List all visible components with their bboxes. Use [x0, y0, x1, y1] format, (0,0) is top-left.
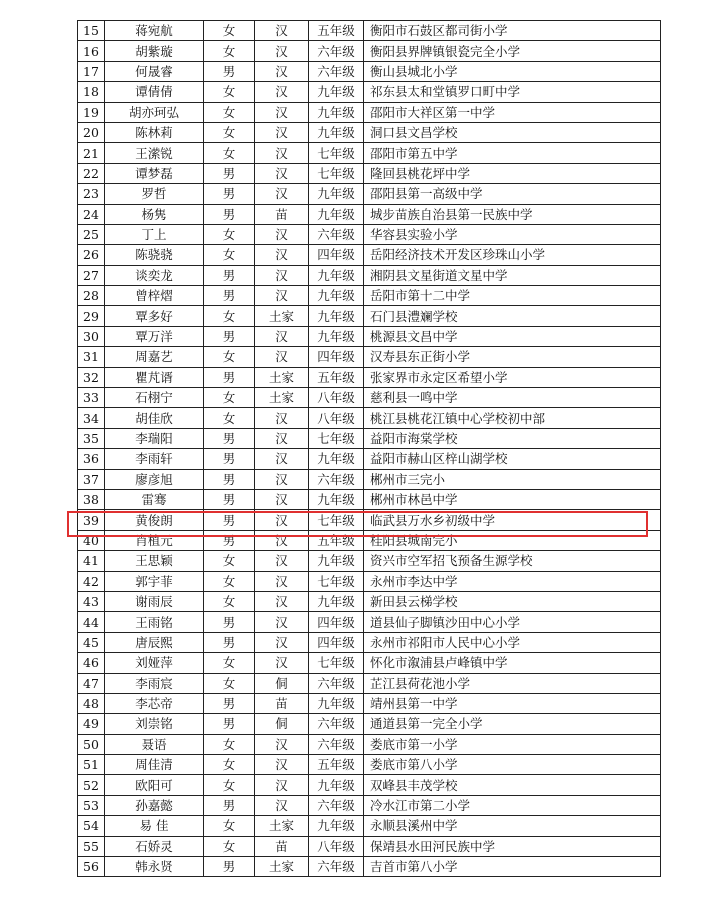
gender-cell: 男 [204, 61, 255, 81]
name-cell: 陈林莉 [105, 122, 204, 142]
gender-cell: 女 [204, 122, 255, 142]
gender-cell: 女 [204, 408, 255, 428]
ethnicity-cell: 汉 [255, 612, 309, 632]
grade-cell: 五年级 [309, 755, 364, 775]
school-cell: 岳阳经济技术开发区珍珠山小学 [364, 245, 661, 265]
row-number-cell: 34 [78, 408, 105, 428]
ethnicity-cell: 汉 [255, 653, 309, 673]
name-cell: 谭梦磊 [105, 163, 204, 183]
grade-cell: 六年级 [309, 61, 364, 81]
table-row [78, 388, 661, 408]
ethnicity-cell: 汉 [255, 102, 309, 122]
table-row [78, 184, 661, 204]
name-cell: 杨隽 [105, 204, 204, 224]
grade-cell: 九年级 [309, 449, 364, 469]
school-cell: 石门县澧斓学校 [364, 306, 661, 326]
row-number-cell: 46 [78, 653, 105, 673]
school-cell: 汉寿县东正街小学 [364, 347, 661, 367]
grade-cell: 九年级 [309, 204, 364, 224]
table-row [78, 571, 661, 591]
ethnicity-cell: 苗 [255, 204, 309, 224]
grade-cell: 九年级 [309, 775, 364, 795]
school-cell: 衡山县城北小学 [364, 61, 661, 81]
gender-cell: 男 [204, 795, 255, 815]
name-cell: 覃万洋 [105, 326, 204, 346]
gender-cell: 女 [204, 775, 255, 795]
name-cell: 罗哲 [105, 184, 204, 204]
school-cell: 道县仙子脚镇沙田中心小学 [364, 612, 661, 632]
row-number-cell: 47 [78, 673, 105, 693]
table-row [78, 734, 661, 754]
name-cell: 周佳清 [105, 755, 204, 775]
gender-cell: 女 [204, 41, 255, 61]
ethnicity-cell: 汉 [255, 591, 309, 611]
row-number-cell: 48 [78, 693, 105, 713]
grade-cell: 九年级 [309, 693, 364, 713]
school-cell: 邵阳市第五中学 [364, 143, 661, 163]
grade-cell: 九年级 [309, 265, 364, 285]
school-cell: 邵阳市大祥区第一中学 [364, 102, 661, 122]
row-number-cell: 17 [78, 61, 105, 81]
name-cell: 欧阳可 [105, 775, 204, 795]
grade-cell: 五年级 [309, 367, 364, 387]
school-cell: 永顺县溪州中学 [364, 816, 661, 836]
school-cell: 邵阳县第一高级中学 [364, 184, 661, 204]
ethnicity-cell: 汉 [255, 265, 309, 285]
name-cell: 瞿芃谞 [105, 367, 204, 387]
school-cell: 衡阳县界牌镇银瓷完全小学 [364, 41, 661, 61]
school-cell: 永州市祁阳市人民中心小学 [364, 632, 661, 652]
name-cell: 易 佳 [105, 816, 204, 836]
grade-cell: 九年级 [309, 184, 364, 204]
gender-cell: 女 [204, 102, 255, 122]
name-cell: 陈骁骁 [105, 245, 204, 265]
school-cell: 华容县实验小学 [364, 224, 661, 244]
table-row [78, 632, 661, 652]
school-cell: 保靖县水田河民族中学 [364, 836, 661, 856]
ethnicity-cell: 汉 [255, 530, 309, 550]
table-row [78, 714, 661, 734]
grade-cell: 八年级 [309, 388, 364, 408]
grade-cell: 九年级 [309, 551, 364, 571]
gender-cell: 女 [204, 755, 255, 775]
gender-cell: 男 [204, 184, 255, 204]
row-number-cell: 53 [78, 795, 105, 815]
ethnicity-cell: 汉 [255, 61, 309, 81]
row-number-cell: 28 [78, 286, 105, 306]
school-cell: 衡阳市石鼓区都司街小学 [364, 21, 661, 41]
name-cell: 覃多好 [105, 306, 204, 326]
row-number-cell: 25 [78, 224, 105, 244]
gender-cell: 男 [204, 632, 255, 652]
table-row [78, 82, 661, 102]
row-number-cell: 19 [78, 102, 105, 122]
row-number-cell: 23 [78, 184, 105, 204]
school-cell: 双峰县丰茂学校 [364, 775, 661, 795]
gender-cell: 女 [204, 388, 255, 408]
ethnicity-cell: 汉 [255, 734, 309, 754]
row-number-cell: 40 [78, 530, 105, 550]
row-number-cell: 15 [78, 21, 105, 41]
ethnicity-cell: 汉 [255, 224, 309, 244]
name-cell: 唐辰熙 [105, 632, 204, 652]
grade-cell: 九年级 [309, 489, 364, 509]
ethnicity-cell: 汉 [255, 245, 309, 265]
row-number-cell: 54 [78, 816, 105, 836]
row-number-cell: 55 [78, 836, 105, 856]
grade-cell: 六年级 [309, 714, 364, 734]
gender-cell: 男 [204, 204, 255, 224]
row-number-cell: 22 [78, 163, 105, 183]
grade-cell: 七年级 [309, 653, 364, 673]
gender-cell: 男 [204, 714, 255, 734]
ethnicity-cell: 汉 [255, 184, 309, 204]
name-cell: 胡佳欣 [105, 408, 204, 428]
row-number-cell: 39 [78, 510, 105, 530]
ethnicity-cell: 汉 [255, 143, 309, 163]
table-row [78, 591, 661, 611]
table-row [78, 204, 661, 224]
ethnicity-cell: 汉 [255, 428, 309, 448]
name-cell: 聂语 [105, 734, 204, 754]
ethnicity-cell: 汉 [255, 122, 309, 142]
row-number-cell: 32 [78, 367, 105, 387]
name-cell: 李瑞阳 [105, 428, 204, 448]
name-cell: 谈奕龙 [105, 265, 204, 285]
grade-cell: 六年级 [309, 673, 364, 693]
row-number-cell: 36 [78, 449, 105, 469]
grade-cell: 五年级 [309, 21, 364, 41]
school-cell: 郴州市三完小 [364, 469, 661, 489]
grade-cell: 九年级 [309, 122, 364, 142]
ethnicity-cell: 土家 [255, 388, 309, 408]
table-row [78, 21, 661, 41]
gender-cell: 男 [204, 265, 255, 285]
name-cell: 郭宇菲 [105, 571, 204, 591]
row-number-cell: 24 [78, 204, 105, 224]
name-cell: 胡紫璇 [105, 41, 204, 61]
gender-cell: 女 [204, 673, 255, 693]
gender-cell: 女 [204, 245, 255, 265]
name-cell: 韩永贤 [105, 857, 204, 877]
grade-cell: 六年级 [309, 734, 364, 754]
gender-cell: 男 [204, 428, 255, 448]
name-cell: 周嘉艺 [105, 347, 204, 367]
table-row [78, 510, 661, 530]
gender-cell: 男 [204, 489, 255, 509]
name-cell: 谭倩倩 [105, 82, 204, 102]
grade-cell: 七年级 [309, 428, 364, 448]
ethnicity-cell: 汉 [255, 632, 309, 652]
name-cell: 雷骞 [105, 489, 204, 509]
name-cell: 肖植元 [105, 530, 204, 550]
table-row [78, 326, 661, 346]
school-cell: 桃源县文昌中学 [364, 326, 661, 346]
grade-cell: 七年级 [309, 143, 364, 163]
table-row [78, 673, 661, 693]
row-number-cell: 21 [78, 143, 105, 163]
row-number-cell: 45 [78, 632, 105, 652]
school-cell: 湘阴县文星街道文星中学 [364, 265, 661, 285]
name-cell: 李雨宸 [105, 673, 204, 693]
gender-cell: 女 [204, 551, 255, 571]
row-number-cell: 20 [78, 122, 105, 142]
ethnicity-cell: 汉 [255, 469, 309, 489]
school-cell: 芷江县荷花池小学 [364, 673, 661, 693]
table-row [78, 816, 661, 836]
table-row [78, 122, 661, 142]
grade-cell: 八年级 [309, 836, 364, 856]
grade-cell: 七年级 [309, 163, 364, 183]
ethnicity-cell: 侗 [255, 714, 309, 734]
school-cell: 张家界市永定区希望小学 [364, 367, 661, 387]
school-cell: 岳阳市第十二中学 [364, 286, 661, 306]
grade-cell: 四年级 [309, 347, 364, 367]
row-number-cell: 27 [78, 265, 105, 285]
row-number-cell: 33 [78, 388, 105, 408]
grade-cell: 九年级 [309, 102, 364, 122]
row-number-cell: 35 [78, 428, 105, 448]
row-number-cell: 42 [78, 571, 105, 591]
table-row [78, 265, 661, 285]
table-row [78, 306, 661, 326]
table-row [78, 551, 661, 571]
grade-cell: 九年级 [309, 82, 364, 102]
name-cell: 李芯帝 [105, 693, 204, 713]
row-number-cell: 16 [78, 41, 105, 61]
name-cell: 刘娅萍 [105, 653, 204, 673]
school-cell: 冷水江市第二小学 [364, 795, 661, 815]
grade-cell: 五年级 [309, 530, 364, 550]
gender-cell: 女 [204, 143, 255, 163]
row-number-cell: 38 [78, 489, 105, 509]
ethnicity-cell: 汉 [255, 775, 309, 795]
row-number-cell: 41 [78, 551, 105, 571]
grade-cell: 六年级 [309, 224, 364, 244]
ethnicity-cell: 汉 [255, 755, 309, 775]
grade-cell: 七年级 [309, 510, 364, 530]
row-number-cell: 30 [78, 326, 105, 346]
school-cell: 临武县万水乡初级中学 [364, 510, 661, 530]
ethnicity-cell: 汉 [255, 510, 309, 530]
school-cell: 吉首市第八小学 [364, 857, 661, 877]
grade-cell: 九年级 [309, 306, 364, 326]
table-row [78, 41, 661, 61]
gender-cell: 男 [204, 449, 255, 469]
gender-cell: 男 [204, 469, 255, 489]
table-row [78, 61, 661, 81]
student-list-table [77, 20, 661, 877]
ethnicity-cell: 汉 [255, 82, 309, 102]
table-row [78, 102, 661, 122]
ethnicity-cell: 汉 [255, 347, 309, 367]
gender-cell: 男 [204, 693, 255, 713]
grade-cell: 四年级 [309, 612, 364, 632]
grade-cell: 七年级 [309, 571, 364, 591]
school-cell: 郴州市林邑中学 [364, 489, 661, 509]
ethnicity-cell: 汉 [255, 326, 309, 346]
school-cell: 怀化市溆浦县卢峰镇中学 [364, 653, 661, 673]
name-cell: 王雨铭 [105, 612, 204, 632]
gender-cell: 男 [204, 612, 255, 632]
school-cell: 娄底市第八小学 [364, 755, 661, 775]
gender-cell: 女 [204, 347, 255, 367]
ethnicity-cell: 汉 [255, 41, 309, 61]
grade-cell: 六年级 [309, 795, 364, 815]
name-cell: 蒋宛航 [105, 21, 204, 41]
school-cell: 祁东县太和堂镇罗口町中学 [364, 82, 661, 102]
ethnicity-cell: 汉 [255, 571, 309, 591]
gender-cell: 男 [204, 286, 255, 306]
name-cell: 李雨轩 [105, 449, 204, 469]
table-row [78, 693, 661, 713]
grade-cell: 八年级 [309, 408, 364, 428]
table-row [78, 347, 661, 367]
ethnicity-cell: 土家 [255, 816, 309, 836]
ethnicity-cell: 汉 [255, 795, 309, 815]
table-row [78, 449, 661, 469]
table-row [78, 755, 661, 775]
table-row [78, 367, 661, 387]
gender-cell: 男 [204, 530, 255, 550]
school-cell: 桂阳县城南完小 [364, 530, 661, 550]
school-cell: 永州市李达中学 [364, 571, 661, 591]
ethnicity-cell: 汉 [255, 163, 309, 183]
table-row [78, 469, 661, 489]
name-cell: 刘崇铭 [105, 714, 204, 734]
gender-cell: 女 [204, 734, 255, 754]
row-number-cell: 52 [78, 775, 105, 795]
name-cell: 黄俊朗 [105, 510, 204, 530]
school-cell: 新田县云梯学校 [364, 591, 661, 611]
ethnicity-cell: 汉 [255, 449, 309, 469]
gender-cell: 女 [204, 306, 255, 326]
row-number-cell: 43 [78, 591, 105, 611]
gender-cell: 女 [204, 816, 255, 836]
grade-cell: 四年级 [309, 245, 364, 265]
name-cell: 谢雨辰 [105, 591, 204, 611]
table-row [78, 775, 661, 795]
row-number-cell: 44 [78, 612, 105, 632]
gender-cell: 男 [204, 163, 255, 183]
grade-cell: 九年级 [309, 816, 364, 836]
gender-cell: 男 [204, 326, 255, 346]
gender-cell: 女 [204, 21, 255, 41]
ethnicity-cell: 土家 [255, 857, 309, 877]
row-number-cell: 51 [78, 755, 105, 775]
gender-cell: 女 [204, 836, 255, 856]
school-cell: 隆回县桃花坪中学 [364, 163, 661, 183]
name-cell: 丁上 [105, 224, 204, 244]
ethnicity-cell: 汉 [255, 489, 309, 509]
name-cell: 王思颖 [105, 551, 204, 571]
table-row [78, 163, 661, 183]
gender-cell: 女 [204, 653, 255, 673]
name-cell: 何晟睿 [105, 61, 204, 81]
gender-cell: 女 [204, 571, 255, 591]
table-row [78, 286, 661, 306]
ethnicity-cell: 苗 [255, 693, 309, 713]
ethnicity-cell: 汉 [255, 21, 309, 41]
table-row [78, 489, 661, 509]
name-cell: 胡亦珂弘 [105, 102, 204, 122]
table-row [78, 836, 661, 856]
grade-cell: 九年级 [309, 591, 364, 611]
table-body [78, 21, 661, 877]
school-cell: 益阳市赫山区梓山湖学校 [364, 449, 661, 469]
grade-cell: 九年级 [309, 326, 364, 346]
ethnicity-cell: 汉 [255, 551, 309, 571]
row-number-cell: 29 [78, 306, 105, 326]
school-cell: 资兴市空军招飞预备生源学校 [364, 551, 661, 571]
name-cell: 孙嘉懿 [105, 795, 204, 815]
school-cell: 慈利县一鸣中学 [364, 388, 661, 408]
table-row [78, 857, 661, 877]
gender-cell: 女 [204, 591, 255, 611]
school-cell: 益阳市海棠学校 [364, 428, 661, 448]
name-cell: 廖彦旭 [105, 469, 204, 489]
table-row [78, 795, 661, 815]
name-cell: 石栩宁 [105, 388, 204, 408]
name-cell: 王潆锐 [105, 143, 204, 163]
table-row [78, 408, 661, 428]
ethnicity-cell: 侗 [255, 673, 309, 693]
table-row [78, 530, 661, 550]
school-cell: 桃江县桃花江镇中心学校初中部 [364, 408, 661, 428]
gender-cell: 男 [204, 857, 255, 877]
school-cell: 洞口县文昌学校 [364, 122, 661, 142]
ethnicity-cell: 土家 [255, 367, 309, 387]
grade-cell: 六年级 [309, 41, 364, 61]
ethnicity-cell: 土家 [255, 306, 309, 326]
row-number-cell: 56 [78, 857, 105, 877]
school-cell: 靖州县第一中学 [364, 693, 661, 713]
gender-cell: 女 [204, 224, 255, 244]
table-row [78, 224, 661, 244]
table-row [78, 143, 661, 163]
gender-cell: 男 [204, 510, 255, 530]
row-number-cell: 49 [78, 714, 105, 734]
name-cell: 石娇灵 [105, 836, 204, 856]
grade-cell: 六年级 [309, 469, 364, 489]
grade-cell: 四年级 [309, 632, 364, 652]
row-number-cell: 31 [78, 347, 105, 367]
row-number-cell: 50 [78, 734, 105, 754]
gender-cell: 女 [204, 82, 255, 102]
school-cell: 通道县第一完全小学 [364, 714, 661, 734]
row-number-cell: 18 [78, 82, 105, 102]
gender-cell: 男 [204, 367, 255, 387]
row-number-cell: 26 [78, 245, 105, 265]
row-number-cell: 37 [78, 469, 105, 489]
name-cell: 曾梓熠 [105, 286, 204, 306]
table-row [78, 245, 661, 265]
table-row [78, 653, 661, 673]
table-row [78, 428, 661, 448]
ethnicity-cell: 苗 [255, 836, 309, 856]
table-row [78, 612, 661, 632]
grade-cell: 六年级 [309, 857, 364, 877]
school-cell: 娄底市第一小学 [364, 734, 661, 754]
school-cell: 城步苗族自治县第一民族中学 [364, 204, 661, 224]
ethnicity-cell: 汉 [255, 408, 309, 428]
grade-cell: 九年级 [309, 286, 364, 306]
ethnicity-cell: 汉 [255, 286, 309, 306]
